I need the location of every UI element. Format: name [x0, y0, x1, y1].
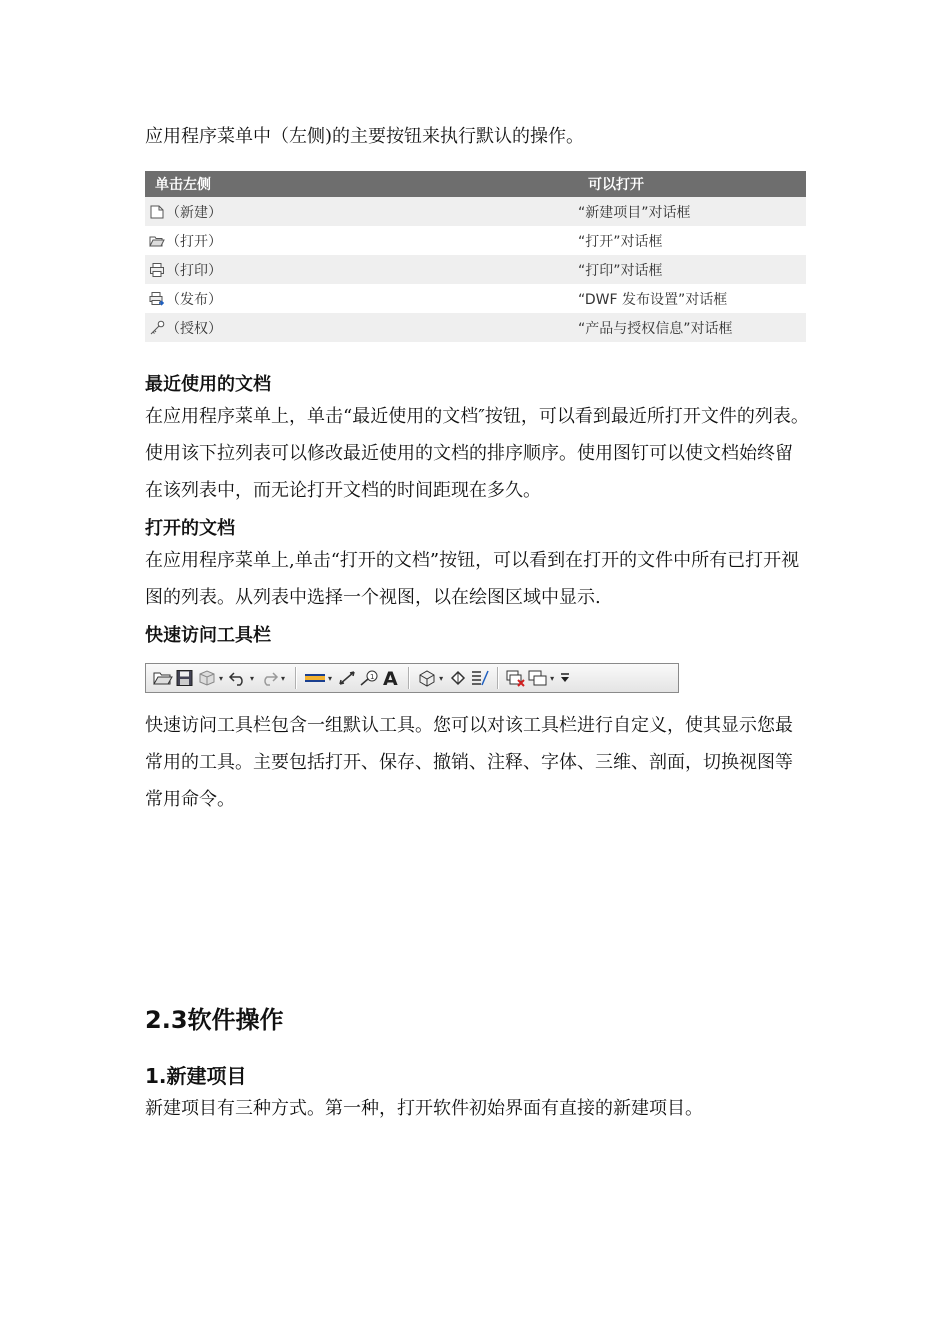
toolbar-divider — [497, 667, 499, 689]
publish-icon — [149, 291, 165, 307]
table-header-row — [145, 171, 806, 197]
chevron-down-icon[interactable]: ▾ — [550, 673, 555, 683]
chevron-down-icon[interactable]: ▾ — [250, 673, 255, 683]
open-docs-paragraph: 在应用程序菜单上,单击“打开的文档”按钮，可以看到在打开的文件中所有已打开视图的列表。从列表中选择一个视图，以在绘图区域中显示. — [145, 550, 800, 608]
column-header-opens: 可以打开 — [578, 171, 806, 197]
chevron-down-icon[interactable]: ▾ — [439, 673, 444, 683]
column-header-click: 单击左侧 — [145, 171, 578, 197]
table-row — [145, 197, 806, 226]
section-icon[interactable] — [447, 666, 469, 690]
sync-icon[interactable] — [196, 666, 218, 690]
text-icon[interactable] — [380, 666, 402, 690]
thin-lines-icon[interactable] — [469, 666, 491, 690]
chevron-down-icon[interactable]: ▾ — [328, 673, 333, 683]
new-file-icon — [149, 204, 165, 220]
undo-icon[interactable] — [227, 666, 249, 690]
toolbar-divider — [295, 667, 297, 689]
row-opens: “DWF 发布设置”对话框 — [578, 284, 806, 313]
row-action: （发布） — [166, 291, 222, 308]
table-row — [145, 313, 806, 342]
switch-windows-icon[interactable] — [527, 666, 549, 690]
recent-docs-heading: 最近使用的文档 — [145, 374, 271, 395]
printer-icon — [149, 262, 165, 278]
dimension-icon[interactable] — [336, 666, 358, 690]
row-action: （打印） — [166, 262, 222, 279]
close-windows-icon[interactable] — [505, 666, 527, 690]
chevron-down-icon[interactable]: ▾ — [219, 673, 224, 683]
row-action: （授权） — [166, 320, 222, 337]
chevron-down-icon[interactable]: ▾ — [281, 673, 286, 683]
toolbar-divider — [408, 667, 410, 689]
save-icon[interactable] — [174, 666, 196, 690]
qat-paragraph: 快速访问工具栏包含一组默认工具。您可以对该工具栏进行自定义，使其显示您最常用的工具。主要包括打开、保存、撤销、注释、字体、三维、剖面，切换视图等常用命令。 — [145, 715, 793, 810]
row-opens: “产品与授权信息”对话框 — [578, 313, 806, 342]
row-opens: “新建项目”对话框 — [578, 197, 806, 226]
open-icon[interactable] — [152, 666, 174, 690]
section-title: 2.3软件操作 — [145, 1006, 284, 1034]
intro-paragraph: 应用程序菜单中（左侧)的主要按钮来执行默认的操作。 — [145, 126, 585, 147]
row-action: （打开） — [166, 233, 222, 250]
open-folder-icon — [149, 233, 165, 249]
new-project-paragraph: 新建项目有三种方式。第一种，打开软件初始界面有直接的新建项目。 — [145, 1098, 703, 1119]
table-row — [145, 255, 806, 284]
measure-icon[interactable] — [303, 666, 327, 690]
recent-docs-paragraph: 在应用程序菜单上，单击“最近使用的文档″按钮，可以看到最近所打开文件的列表。使用该下拉列表可以修改最近使用的文档的排序顺序。使用图钉可以使文档始终留在该列表中，而无论打开文档的时间距现在多久。 — [145, 406, 809, 501]
table-row — [145, 226, 806, 255]
tag-icon[interactable] — [358, 666, 380, 690]
row-opens: “打印”对话框 — [578, 255, 806, 284]
svg-text:A: A — [383, 669, 398, 687]
qat-heading: 快速访问工具栏 — [145, 625, 271, 646]
3d-view-icon[interactable] — [416, 666, 438, 690]
quick-access-toolbar — [145, 663, 679, 693]
key-icon — [149, 320, 165, 336]
redo-icon[interactable] — [258, 666, 280, 690]
subsection-title: 1.新建项目 — [145, 1064, 247, 1088]
open-docs-heading: 打开的文档 — [145, 518, 235, 539]
table-row — [145, 284, 806, 313]
row-opens: “打开”对话框 — [578, 226, 806, 255]
customize-dropdown-icon[interactable] — [558, 666, 572, 690]
row-action: （新建） — [166, 204, 222, 221]
svg-text:1: 1 — [370, 673, 375, 681]
menu-command-table — [145, 171, 806, 342]
